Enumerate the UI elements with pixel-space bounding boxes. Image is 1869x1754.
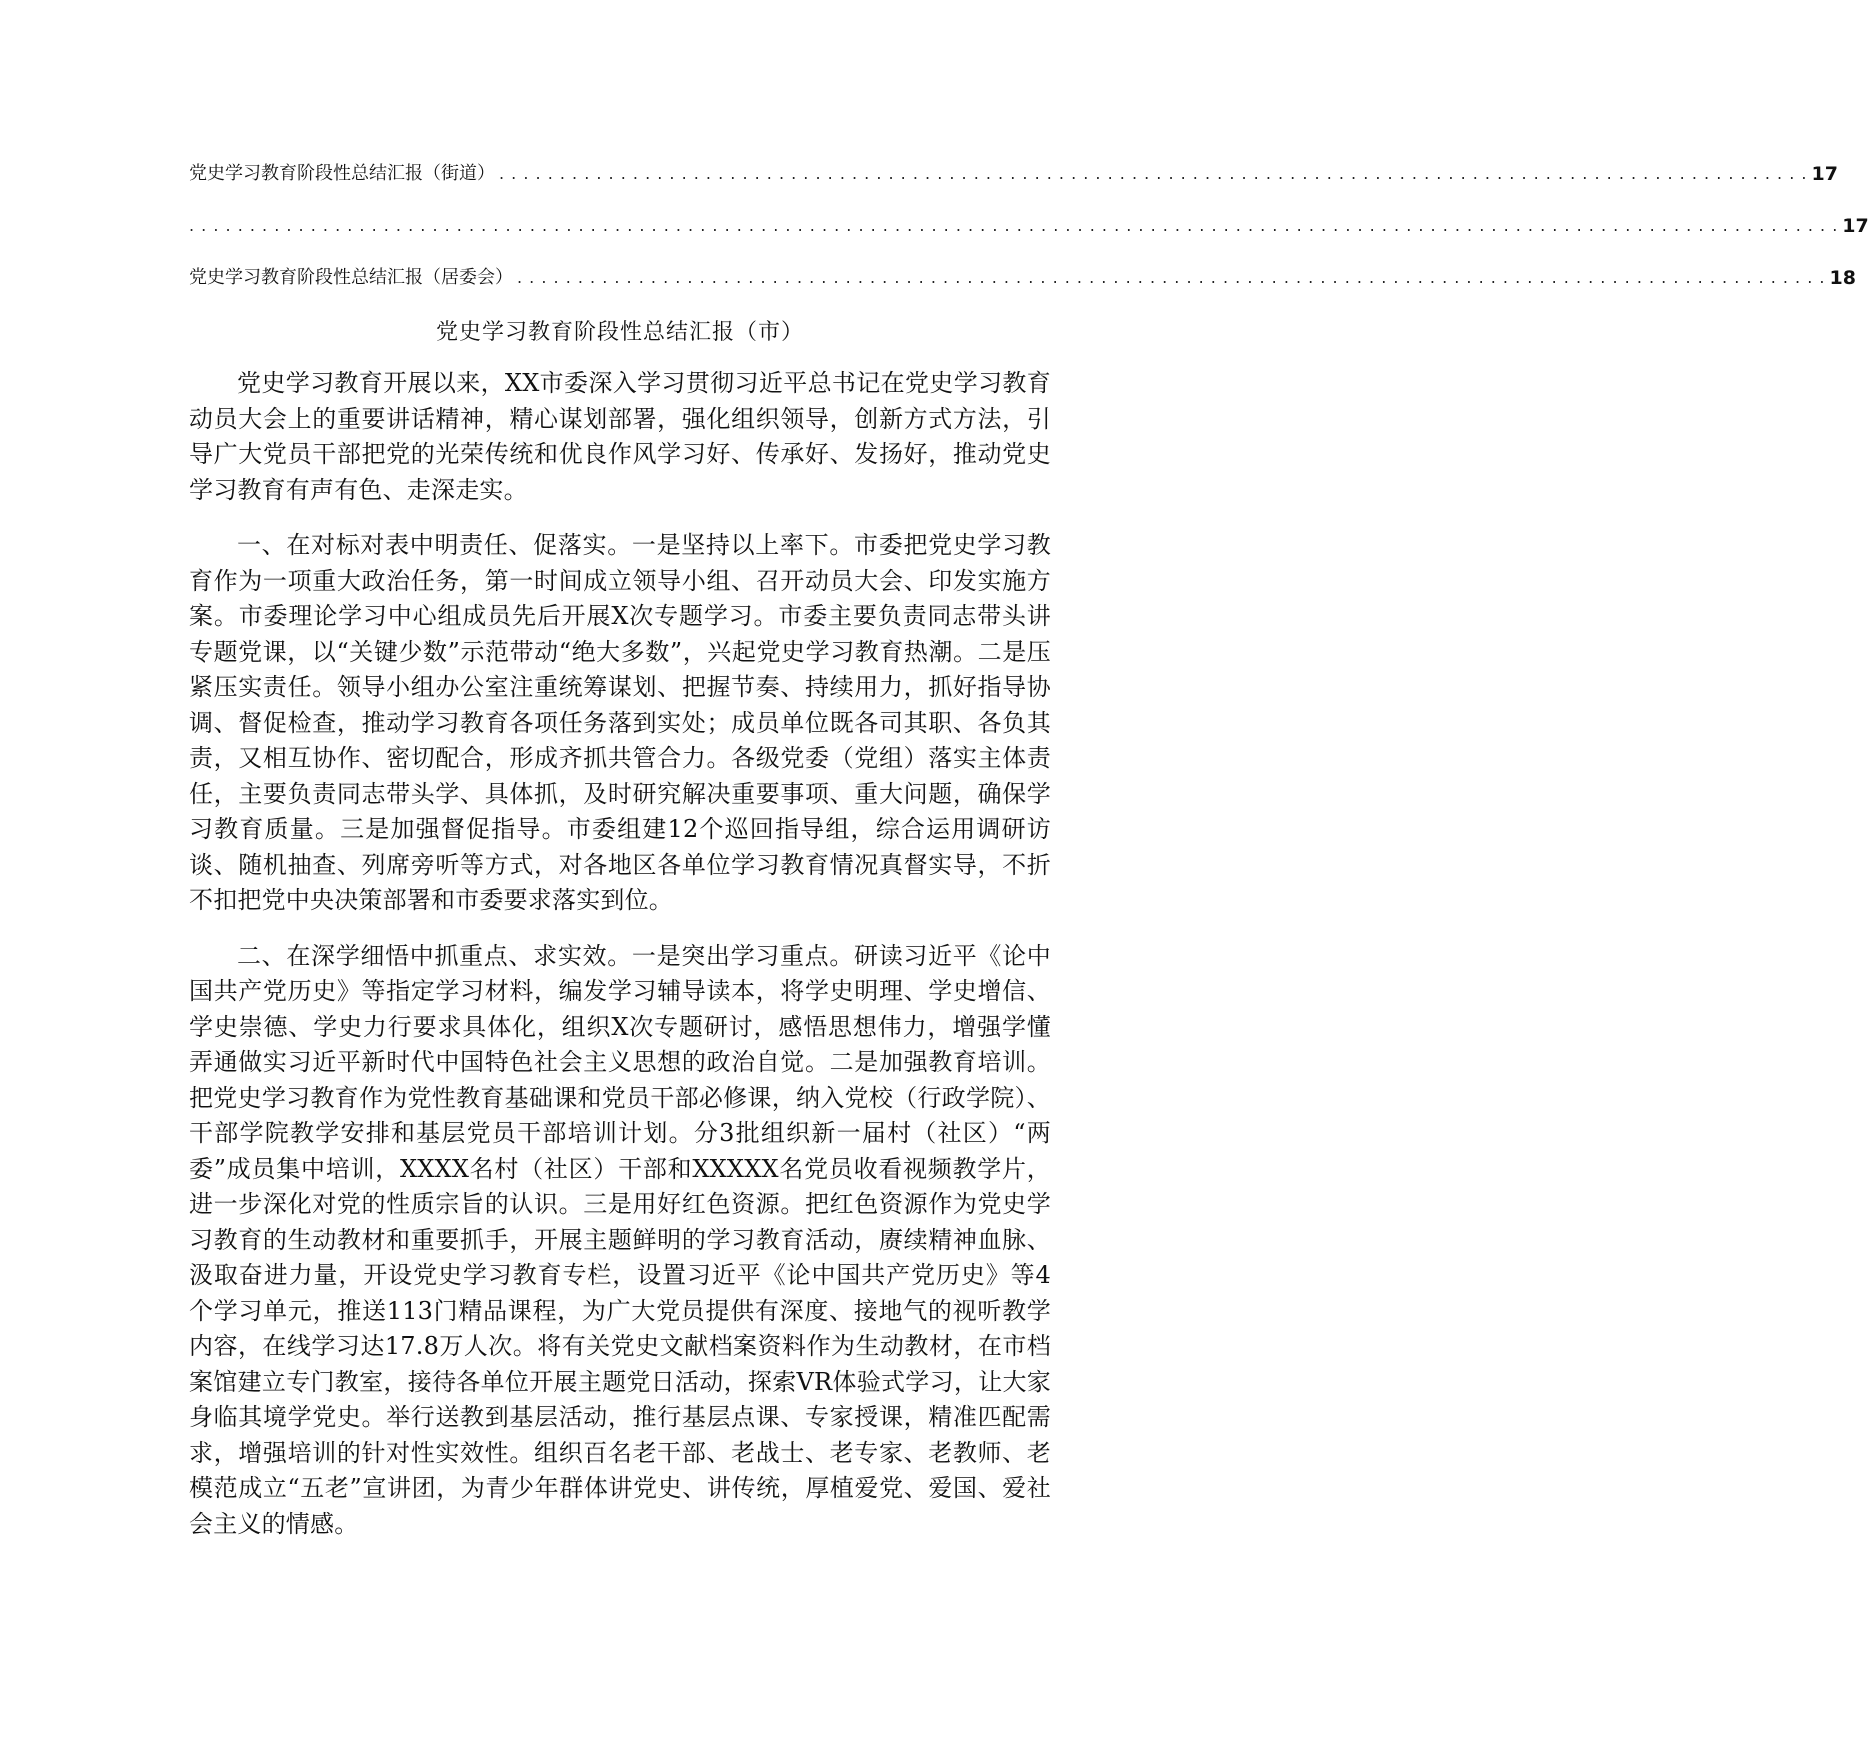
toc-entry[interactable]: [189, 240, 1856, 292]
body-paragraph: 一、在对标对表中明责任、促落实。一是坚持以上率下。市委把党史学习教育作为一项重大政治任务，第一时间成立领导小组、召开动员大会、印发实施方案。市委理论学习中心组成员先后开展X次专题学习。市委主要负责同志带头讲专题党课，以“关键少数”示范带动“绝大多数”，兴起党史学习教育热潮。二是压紧压实责任。领导小组办公室注重统筹谋划、把握节奏、持续用力，抓好指导协调、督促检查，推动学习教育各项任务落到实处；成员单位既各司其职、各负其责，又相互协作、密切配合，形成齐抓共管合力。各级党委（党组）落实主体责任，主要负责同志带头学、具体抓，及时研究解决重要事项、重大问题，确保学习教育质量。三是加强督促指导。市委组建12个巡回指导组，综合运用调研访谈、随机抽查、列席旁听等方式，对各地区各单位学习教育情况真督实导，不折不扣把党中央决策部署和市委要求落实到位。: [189, 531, 1051, 914]
toc-page-number: 18: [1829, 267, 1856, 289]
body-paragraph: 党史学习教育开展以来，XX市委深入学习贯彻习近平总书记在党史学习教育动员大会上的重要讲话精神，精心谋划部署，强化组织领导，创新方式方法，引导广大党员干部把党的光荣传统和优良作风学习好、传承好、发扬好，推动党史学习教育有声有色、走深走实。: [189, 369, 1051, 504]
toc-entry[interactable]: [189, 188, 1869, 240]
table-of-contents: [189, 160, 1869, 292]
toc-entry-title: 党史学习教育阶段性总结汇报（街道）: [189, 163, 495, 184]
toc-dot-leader: . . . . . . . . . . . . . . . . . . . . . . . . . . . . . . . . . . . . . . . . . . . . . . . . . . . . . . . . . . . . . . . . . . . . . . . . . . . . . . . . . . . . . . . . . . . . . . . . . . . . . . . . . . . .: [499, 164, 1808, 183]
toc-page-number: 17: [1811, 163, 1838, 185]
toc-entry-title: 党史学习教育阶段性总结汇报（居委会）: [189, 267, 513, 288]
toc-entry[interactable]: [189, 160, 1838, 188]
document-body: [189, 366, 1051, 1562]
toc-page-number: 17: [1842, 215, 1869, 237]
toc-dot-leader: . . . . . . . . . . . . . . . . . . . . . . . . . . . . . . . . . . . . . . . . . . . . . . . . . . . . . . . . . . . . . . . . . . . . . . . . . . . . . . . . . . . . . . . . . . . . . . . . . . . . . . . . . . . . . . . . . . . . . . . . . . . . . . . . . . . . . . . .: [189, 216, 1839, 235]
toc-dot-leader: . . . . . . . . . . . . . . . . . . . . . . . . . . . . . . . . . . . . . . . . . . . . . . . . . . . . . . . . . . . . . . . . . . . . . . . . . . . . . . . . . . . . . . . . . . . . . . . . . . . . . . . . . . . .: [517, 268, 1826, 287]
document-title: 党史学习教育阶段性总结汇报（市）: [435, 320, 804, 345]
body-paragraph: 二、在深学细悟中抓重点、求实效。一是突出学习重点。研读习近平《论中国共产党历史》等指定学习材料，编发学习辅导读本，将学史明理、学史增信、学史崇德、学史力行要求具体化，组织X次专题研讨，感悟思想伟力，增强学懂弄通做实习近平新时代中国特色社会主义思想的政治自觉。二是加强教育培训。把党史学习教育作为党性教育基础课和党员干部必修课，纳入党校（行政学院）、干部学院教学安排和基层党员干部培训计划。分3批组织新一届村（社区）“两委”成员集中培训，XXXX名村（社区）干部和XXXXX名党员收看视频教学片，进一步深化对党的性质宗旨的认识。三是用好红色资源。把红色资源作为党史学习教育的生动教材和重要抓手，开展主题鲜明的学习教育活动，赓续精神血脉、汲取奋进力量，开设党史学习教育专栏，设置习近平《论中国共产党历史》等4个学习单元，推送113门精品课程，为广大党员提供有深度、接地气的视听教学内容，在线学习达17.8万人次。将有关党史文献档案资料作为生动教材，在市档案馆建立专门教室，接待各单位开展主题党日活动，探索VR体验式学习，让大家身临其境学党史。举行送教到基层活动，推行基层点课、专家授课，精准匹配需求，增强培训的针对性实效性。组织百名老干部、老战士、老专家、老教师、老模范成立“五老”宣讲团，为青少年群体讲党史、讲传统，厚植爱党、爱国、爱社会主义的情感。: [189, 941, 1051, 1538]
